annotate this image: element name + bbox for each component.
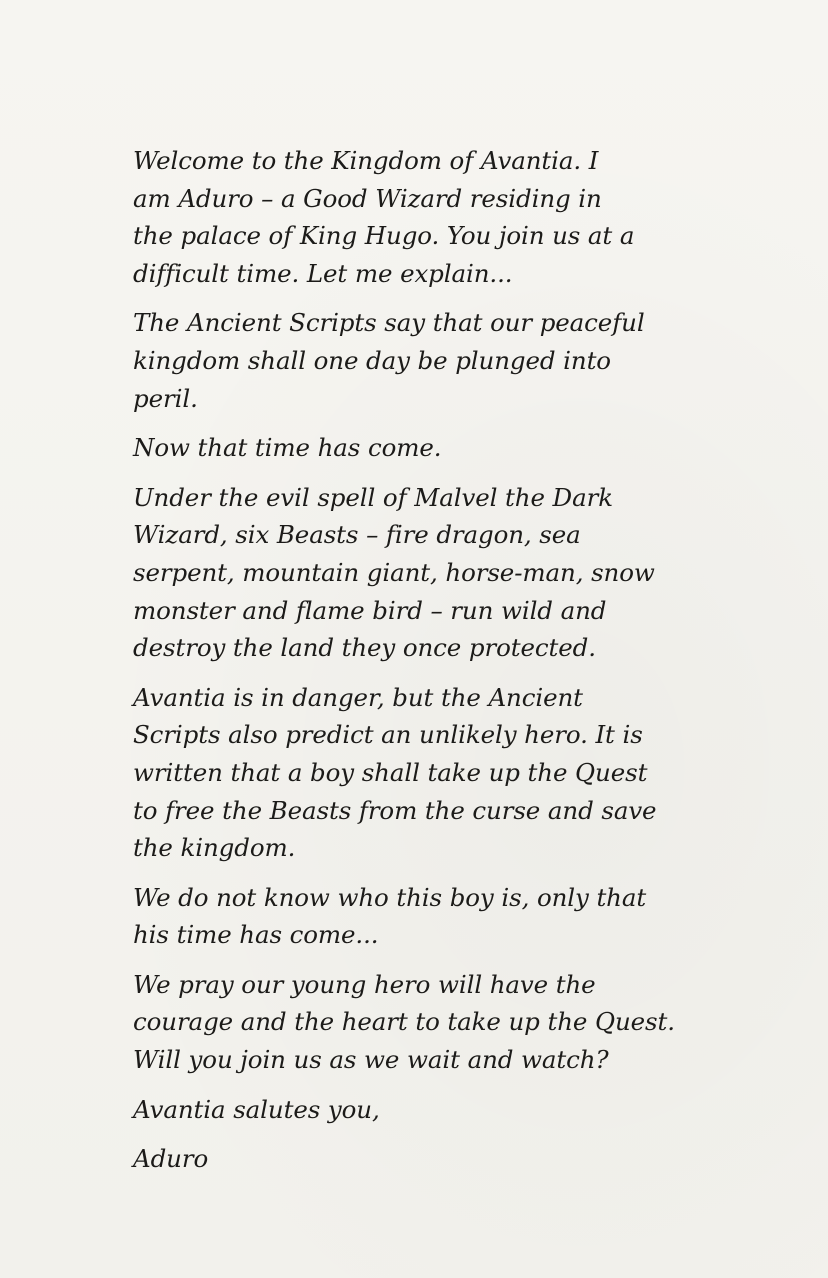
paragraph-unlikely-hero: Avantia is in danger, but the Ancient Scripts also predict an unlikely hero. It is written that a boy shall take up the Quest to free the Beasts from the curse and save the kingdom. bbox=[133, 682, 657, 863]
letter-text bbox=[133, 142, 773, 1178]
paragraph-ancient-scripts: The Ancient Scripts say that our peaceful kingdom shall one day be plunged into peril. bbox=[133, 308, 645, 413]
closing-salutation: Avantia salutes you, bbox=[133, 1094, 380, 1124]
paragraph-welcome: Welcome to the Kingdom of Avantia. I am Aduro – a Good Wizard residing in the palace of King Hugo. You join us at a difficult time. Let me explain... bbox=[133, 146, 635, 288]
paragraph-we-pray: We pray our young hero will have the courage and the heart to take up the Quest. Will you join us as we wait and watch? bbox=[133, 969, 675, 1075]
paragraph-evil-spell: Under the evil spell of Malvel the Dark Wizard, six Beasts – fire dragon, sea serpent, mountain giant, horse-man, snow monster and flame bird – run wild and destroy the land they once protected. bbox=[133, 482, 655, 663]
paragraph-who-this-boy-is: We do not know who this boy is, only that his time has come... bbox=[133, 882, 647, 950]
signature: Aduro bbox=[133, 1144, 209, 1174]
paragraph-time-has-come: Now that time has come. bbox=[133, 433, 442, 463]
